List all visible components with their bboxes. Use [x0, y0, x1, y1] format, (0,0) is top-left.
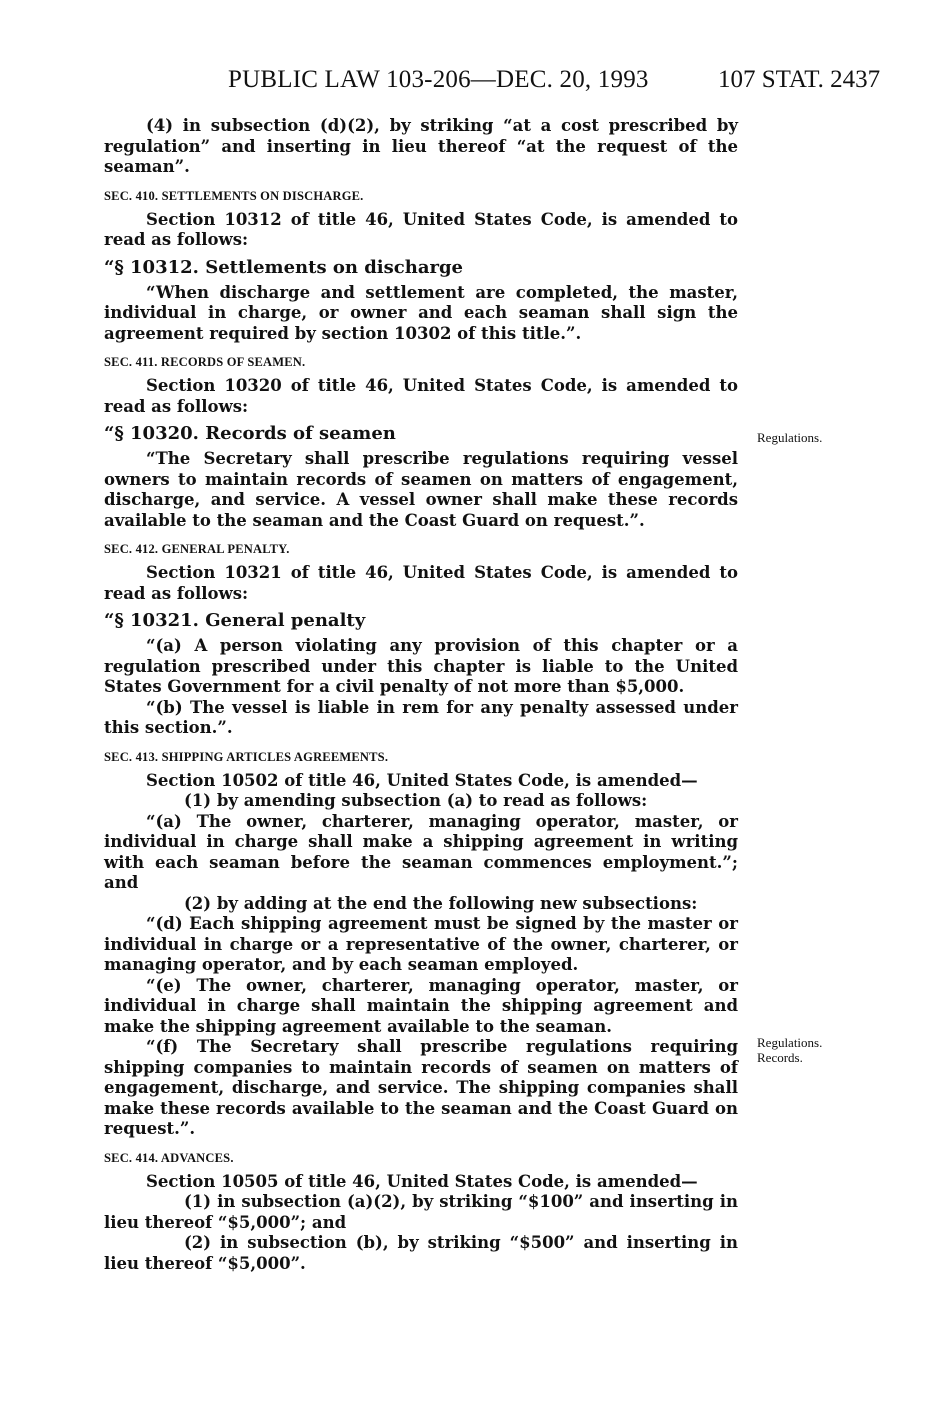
page-header: [0, 66, 945, 106]
code-section-title-10312: “§ 10312. Settlements on discharge: [104, 256, 464, 278]
paragraph: “When discharge and settlement are completed, the master, individual in charge, or owner and each seaman shall sign the agreement required by section 10302 of this title.”.: [104, 282, 738, 343]
paragraph: “(f) The Secretary shall prescribe regulations requiring shipping companies to maintain records of seamen on matters of engagement, discharge, and service. The shipping companies shall make these records available to the seaman and the Coast Guard on request.”.: [104, 1037, 738, 1138]
margin-note-regulations-2: Regulations.: [757, 1035, 823, 1050]
paragraph: Section 10321 of title 46, United States Code, is amended to read as follows:: [104, 563, 738, 603]
running-head-title: PUBLIC LAW 103-206—DEC. 20, 1993: [228, 66, 649, 93]
paragraph: “(d) Each shipping agreement must be signed by the master or individual in charge or a representative of the owner, charterer, or managing operator, and by each seaman employed.: [104, 914, 738, 974]
paragraph: “(b) The vessel is liable in rem for any penalty assessed under this section.”.: [104, 697, 738, 737]
section-heading-413: SEC. 413. SHIPPING ARTICLES AGREEMENTS.: [104, 749, 389, 764]
paragraph: “(a) A person violating any provision of this chapter or a regulation prescribed under this chapter is liable to the United States Government for a civil penalty of not more than $5,000.: [104, 636, 738, 696]
section-heading-411: SEC. 411. RECORDS OF SEAMEN.: [104, 355, 306, 369]
paragraph: (1) in subsection (a)(2), by striking “$100” and inserting in lieu thereof “$5,000”; and: [104, 1192, 738, 1232]
paragraph: “(a) The owner, charterer, managing operator, master, or individual in charge shall make a shipping agreement in writing with each seaman before the seaman commences employment.”; and: [104, 811, 738, 892]
margin-note-records: Records.: [757, 1050, 803, 1065]
paragraph: (2) by adding at the end the following new subsections:: [184, 893, 698, 913]
margin-note-regulations: Regulations.: [757, 430, 823, 445]
section-heading-410: SEC. 410. SETTLEMENTS ON DISCHARGE.: [104, 188, 364, 203]
paragraph: Section 10320 of title 46, United States Code, is amended to read as follows:: [104, 376, 738, 416]
code-section-title-10321: “§ 10321. General penalty: [104, 610, 366, 631]
code-section-title-10320: “§ 10320. Records of seamen: [104, 423, 396, 444]
paragraph: (4) in subsection (d)(2), by striking “at a cost prescribed by regulation” and inserting in lieu thereof “at the request of the seaman”.: [104, 116, 738, 176]
section-heading-412: SEC. 412. GENERAL PENALTY.: [104, 542, 290, 556]
paragraph: “(e) The owner, charterer, managing operator, master, or individual in charge shall maintain the shipping agreement and make the shipping agreement available to the seaman.: [104, 975, 738, 1036]
paragraph: (1) by amending subsection (a) to read as follows:: [184, 791, 648, 810]
paragraph: Section 10502 of title 46, United States Code, is amended—: [146, 770, 698, 790]
paragraph: Section 10312 of title 46, United States Code, is amended to read as follows:: [104, 209, 738, 249]
section-heading-414: SEC. 414. ADVANCES.: [104, 1150, 234, 1165]
paragraph: Section 10505 of title 46, United States Code, is amended—: [146, 1171, 698, 1191]
document-body: [104, 116, 738, 1274]
paragraph: (2) in subsection (b), by striking “$500” and inserting in lieu thereof “$5,000”.: [104, 1233, 738, 1273]
statute-page-number: 107 STAT. 2437: [718, 66, 881, 93]
paragraph: “The Secretary shall prescribe regulations requiring vessel owners to maintain records of seamen on matters of engagement, discharge, and service. A vessel owner shall make these records available to the seaman and the Coast Guard on request.”.: [104, 449, 738, 530]
